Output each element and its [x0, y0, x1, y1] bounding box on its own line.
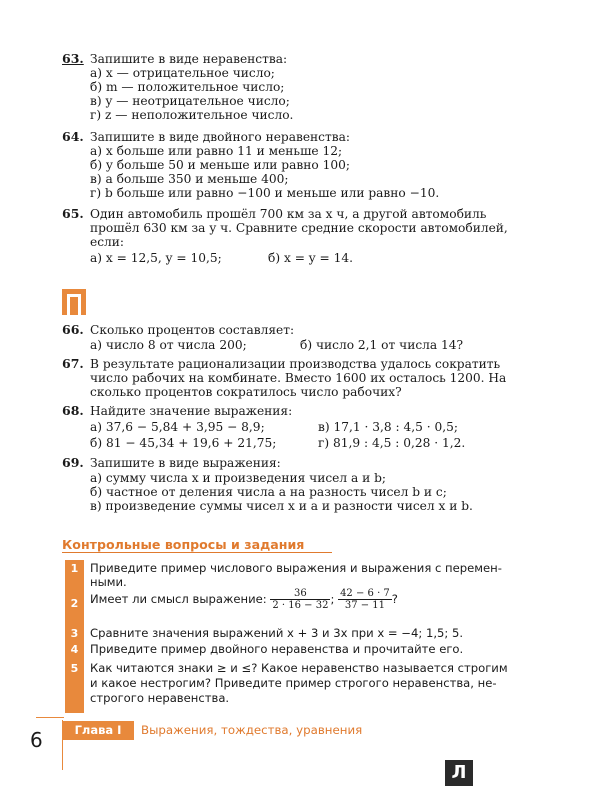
fraction-1: [270, 588, 330, 611]
problem-69-item-a: а) сумму числа x и произведения чисел a и b;: [90, 471, 387, 485]
control-questions-heading: Контрольные вопросы и задания: [62, 537, 305, 552]
problem-65-line-2: прошёл 630 км за y ч. Сравните средние скорости автомобилей,: [90, 221, 508, 235]
problem-68-title: Найдите значение выражения:: [90, 404, 293, 418]
question-3-number: 3: [70, 627, 79, 640]
problem-68-number: 68.: [62, 403, 84, 418]
problem-69-number: 69.: [62, 455, 84, 470]
problem-69-title: Запишите в виде выражения:: [90, 456, 281, 470]
practice-section-icon: [62, 289, 86, 315]
question-5-line-1: Как читаются знаки ≥ и ≤? Какое неравенство называется строгим: [90, 661, 508, 675]
question-5-line-3: строгого неравенства.: [90, 691, 230, 705]
fraction-2-denominator: 37 − 11: [344, 600, 386, 611]
fraction-1-numerator: 36: [270, 588, 330, 600]
problem-69-item-b: б) частное от деления числа a на разность чисел b и c;: [90, 485, 447, 499]
problem-66-case-a: а) число 8 от числа 200;: [90, 338, 247, 352]
problem-64-title: Запишите в виде двойного неравенства:: [90, 130, 350, 144]
problem-68-case-b: б) 81 − 45,34 + 19,6 + 21,75;: [90, 436, 277, 450]
question-3-text: Сравните значения выражений x + 3 и 3x при x = −4; 1,5; 5.: [90, 626, 464, 640]
problem-64-item-a: а) x больше или равно 11 и меньше 12;: [90, 144, 343, 158]
problem-67-line-3: сколько процентов сократилось число рабочих?: [90, 385, 402, 399]
question-5-line-2: и какое нестрогим? Приведите пример строгого неравенства, не-: [90, 676, 497, 690]
fraction-1-denominator: 2 · 16 − 32: [272, 600, 329, 611]
chapter-title: Выражения, тождества, уравнения: [141, 723, 363, 737]
problem-65-line-3: если:: [90, 235, 125, 249]
problem-65-number: 65.: [62, 206, 84, 221]
problem-66-title: Сколько процентов составляет:: [90, 323, 295, 337]
question-4-text: Приведите пример двойного неравенства и прочитайте его.: [90, 642, 464, 656]
problem-63-item-c: в) y — неотрицательное число;: [90, 94, 290, 108]
question-1-line-1: Приведите пример числового выражения и выражения с перемен-: [90, 561, 502, 575]
fraction-separator: ;: [330, 592, 335, 606]
question-1-line-2: ными.: [90, 575, 127, 589]
question-1-number: 1: [70, 562, 79, 575]
chapter-label: Глава I: [62, 721, 134, 740]
fraction-2: [338, 588, 392, 611]
problem-67-line-1: В результате рационализации производства удалось сократить: [90, 357, 501, 371]
problem-63-item-b: б) m — положительное число;: [90, 80, 285, 94]
footer-divider: [36, 717, 64, 718]
problem-63-item-d: г) z — неположительное число.: [90, 108, 294, 122]
question-2: [90, 588, 398, 611]
publisher-logo: Л: [445, 760, 473, 786]
question-4-number: 4: [70, 643, 79, 656]
fraction-2-numerator: 42 − 6 · 7: [340, 588, 390, 599]
question-2-number: 2: [70, 597, 79, 610]
problem-69-item-c: в) произведение суммы чисел x и a и разности чисел x и b.: [90, 499, 473, 513]
question-5-number: 5: [70, 662, 79, 675]
problem-67-line-2: число рабочих на комбинате. Вместо 1600 их осталось 1200. На: [90, 371, 507, 385]
problem-63-item-a: а) x — отрицательное число;: [90, 66, 275, 80]
heading-divider: [62, 552, 332, 553]
problem-68-case-a: а) 37,6 − 5,84 + 3,95 − 8,9;: [90, 420, 265, 434]
problem-64-item-d: г) b больше или равно −100 и меньше или равно −10.: [90, 186, 440, 200]
problem-66-case-b: б) число 2,1 от числа 14?: [300, 338, 464, 352]
problem-63-number: 63.: [62, 51, 84, 66]
problem-68-case-g: г) 81,9 : 4,5 : 0,28 · 1,2.: [318, 436, 466, 450]
question-2-text: Имеет ли смысл выражение:: [90, 592, 267, 606]
problem-68-case-v: в) 17,1 · 3,8 : 4,5 · 0,5;: [318, 420, 458, 434]
problem-67-number: 67.: [62, 356, 84, 371]
page-number: 6: [30, 728, 43, 752]
problem-66-number: 66.: [62, 322, 84, 337]
question-2-end: ?: [391, 592, 398, 606]
problem-63-title: Запишите в виде неравенства:: [90, 52, 288, 66]
problem-65-line-1: Один автомобиль прошёл 700 км за x ч, а другой автомобиль: [90, 207, 487, 221]
problem-65-case-a: а) x = 12,5, y = 10,5;: [90, 251, 222, 265]
problem-64-item-b: б) y больше 50 и меньше или равно 100;: [90, 158, 350, 172]
problem-64-item-c: в) a больше 350 и меньше 400;: [90, 172, 289, 186]
problem-64-number: 64.: [62, 129, 84, 144]
problem-65-case-b: б) x = y = 14.: [268, 251, 354, 265]
